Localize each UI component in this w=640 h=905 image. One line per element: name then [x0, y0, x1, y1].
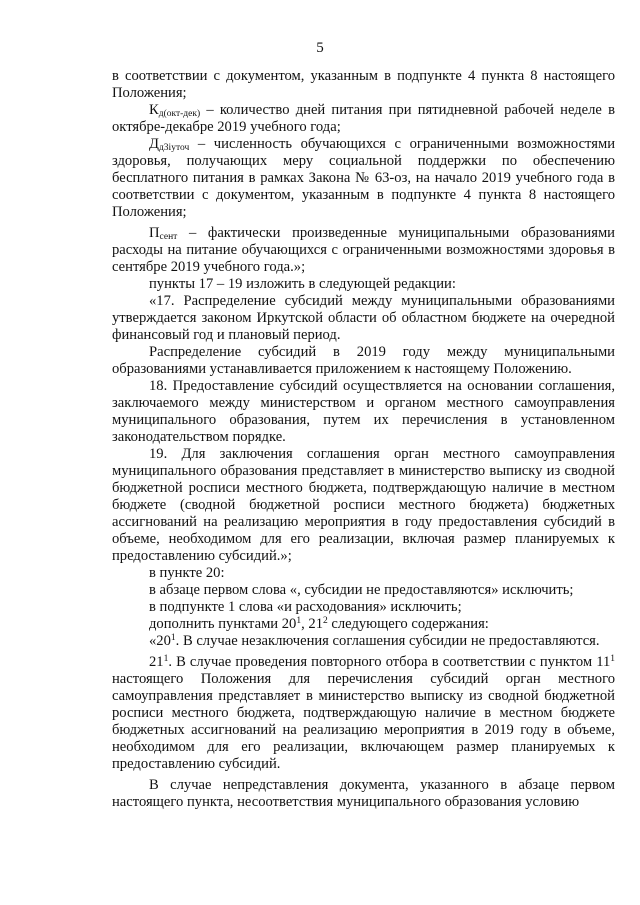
paragraph-13	[112, 616, 615, 633]
formula-symbol-k: К	[149, 102, 159, 118]
paragraph-15-text-a: 21	[149, 654, 164, 670]
superscript: 1	[163, 654, 169, 664]
superscript: 1	[296, 616, 302, 626]
formula-symbol-d: Д	[149, 136, 159, 152]
page-number: 5	[316, 40, 324, 56]
paragraph-15-text-c: настоящего Положения для перечисления субсидий орган местного самоуправления представляет в министерство выписку из сводной бюджетной росписи местного бюджета, подтверждающую наличие в местном бюджете бюджетных ассигнований на реализацию мероприятия в 2019 году в объеме, необходимом для его реализации, включающем размер планируемых к предоставлению субсидий.	[112, 671, 615, 772]
paragraph-7: Распределение субсидий в 2019 году между муниципальными образованиями устанавливается приложением к настоящему Положению.	[112, 344, 615, 377]
paragraph-3-text: – численность обучающихся с ограниченными возможностями здоровья, получающих меру социальной поддержки по обеспечению бесплатного питания в рамках Закона № 63-оз, на начало 2019 учебного года в соответствии с документом, указанным в подпункте 4 пункта 8 настоящего Положения;	[112, 136, 615, 220]
superscript: 2	[323, 616, 328, 626]
paragraph-16: В случае непредставления документа, указанного в абзаце первом настоящего пункта, несоответствия муниципального образования условию	[112, 777, 615, 810]
paragraph-8: 18. Предоставление субсидий осуществляется на основании соглашения, заключаемого между министерством и органом местного самоуправления муниципального образования, путем их перечисления в установленном законодательством порядке.	[112, 378, 615, 445]
paragraph-12: в подпункте 1 слова «и расходования» исключить;	[149, 599, 462, 615]
paragraph-14-text-b: . В случае незаключения соглашения субсидии не предоставляются.	[175, 633, 600, 649]
paragraph-10: в пункте 20:	[149, 565, 225, 581]
paragraph-13-text-c: следующего содержания:	[327, 616, 489, 632]
paragraph-4	[112, 225, 615, 276]
paragraph-6: «17. Распределение субсидий между муниципальными образованиями утверждается законом Иркутской области об областном бюджете на очередной финансовый год и плановый период.	[112, 293, 615, 343]
paragraph-13-text-a: дополнить пунктами 20	[149, 616, 297, 632]
superscript: 1	[170, 633, 176, 643]
superscript: 1	[610, 654, 615, 664]
paragraph-5: пункты 17 – 19 изложить в следующей редакции:	[149, 276, 456, 292]
paragraph-14	[112, 633, 615, 650]
paragraph-13-text-b: , 21	[301, 616, 323, 632]
paragraph-2-text: – количество дней питания при пятидневной рабочей неделе в октябре-декабре 2019 учебного года;	[112, 102, 615, 135]
formula-subscript-p: сент	[159, 232, 178, 242]
paragraph-11: в абзаце первом слова «, субсидии не предоставляются» исключить;	[149, 582, 574, 598]
paragraph-3	[112, 136, 615, 221]
formula-symbol-p: П	[149, 225, 160, 241]
formula-subscript-d: д3iуточ	[158, 143, 190, 153]
formula-subscript-k: д(окт-дек)	[158, 109, 201, 119]
paragraph-4-text: – фактически произведенные муниципальными образованиями расходы на питание обучающихся с ограниченными возможностями здоровья в сентябре 2019 учебного года.»;	[112, 225, 615, 275]
paragraph-2	[112, 102, 615, 136]
document-body	[112, 68, 615, 811]
paragraph-1: в соответствии с документом, указанным в подпункте 4 пункта 8 настоящего Положения;	[112, 68, 615, 101]
paragraph-15-text-b: . В случае проведения повторного отбора в соответствии с пунктом 11	[168, 654, 611, 670]
paragraph-9: 19. Для заключения соглашения орган местного самоуправления муниципального образования представляет в министерство выписку из сводной бюджетной росписи местного бюджета, подтверждающую наличие в местном бюджете (сводной бюджетной росписи местного бюджета) бюджетных ассигнований на реализацию мероприятия в году предоставления субсидий в объеме, необходимом для его реализации, включая размер планируемых к предоставлению субсидий.»;	[112, 446, 615, 564]
paragraph-14-text-a: «20	[149, 633, 171, 649]
paragraph-15	[112, 654, 615, 773]
